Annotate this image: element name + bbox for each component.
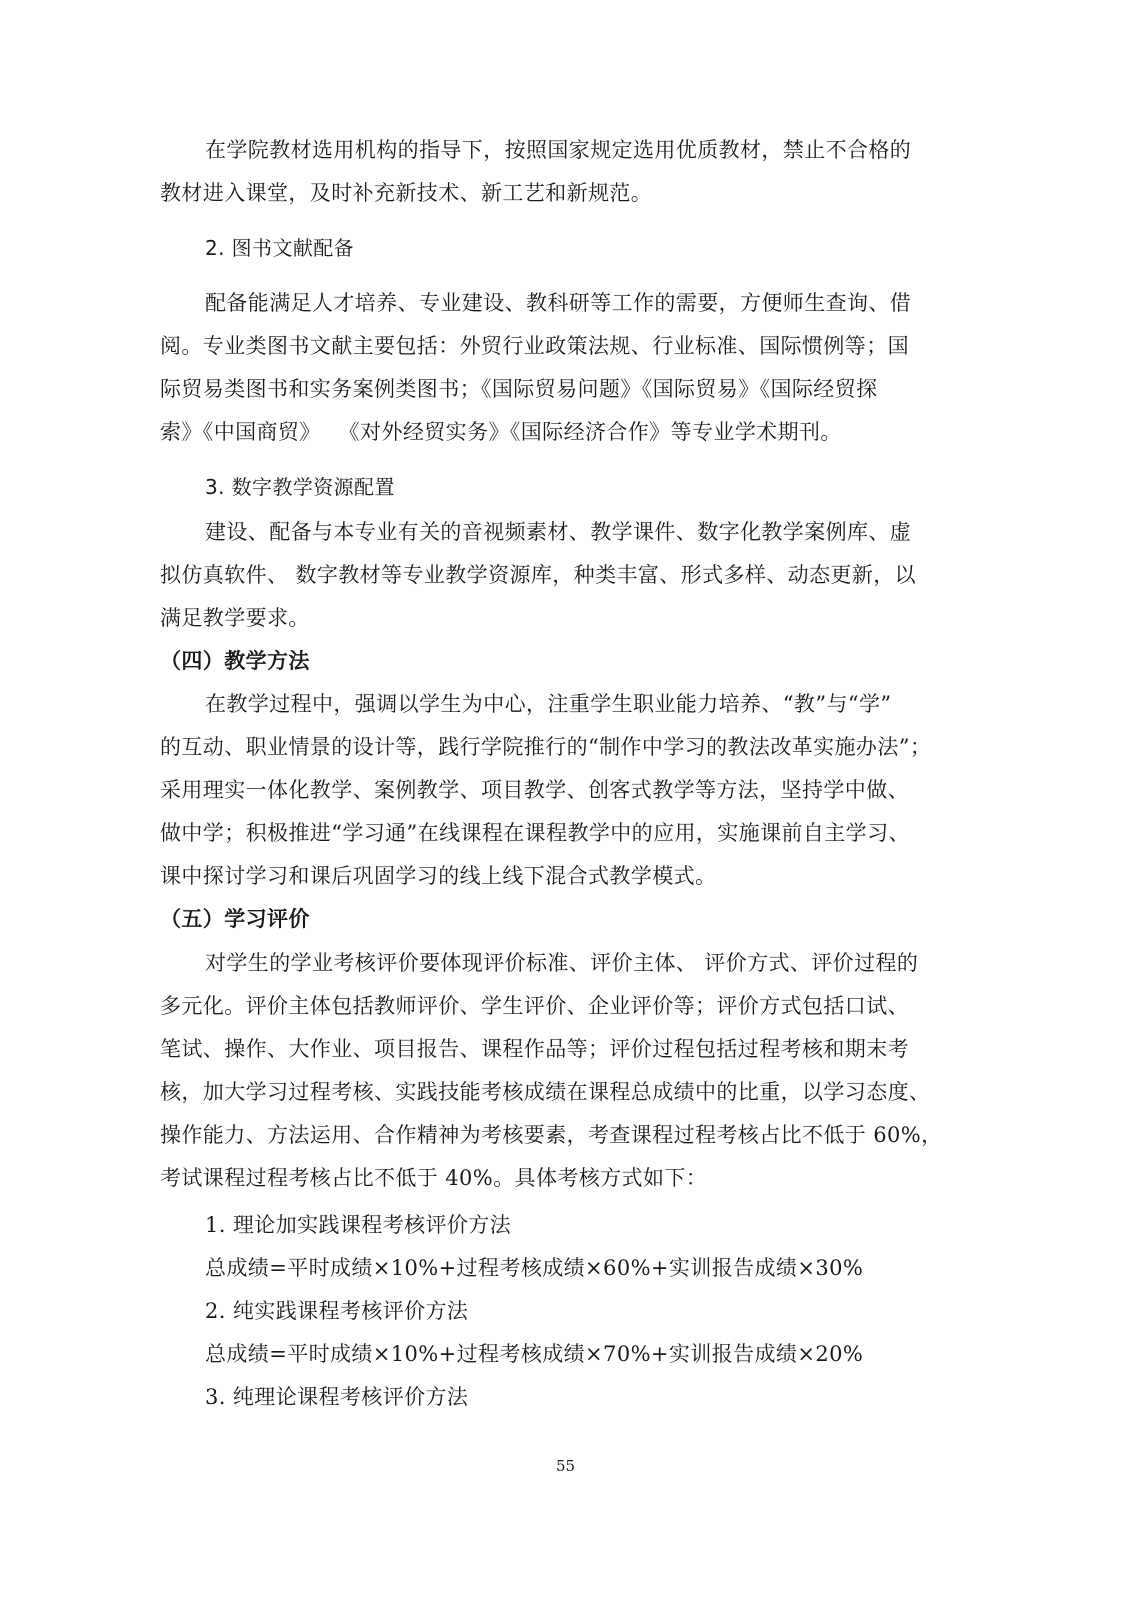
- digital-line-1: 建设、配备与本专业有关的音视频素材、教学课件、数字化教学案例库、虚: [205, 520, 912, 544]
- evaluation-line-5: 操作能力、方法运用、合作精神为考核要素，考查课程过程考核占比不低于 60%，: [160, 1123, 943, 1147]
- library-line-3: 际贸易类图书和实务案例类图书；《国际贸易问题》《国际贸易》《国际经贸探: [160, 377, 878, 401]
- method1-heading: 1. 理论加实践课程考核评价方法: [205, 1213, 512, 1237]
- method2-formula: 总成绩=平时成绩×10%+过程考核成绩×70%+实训报告成绩×20%: [205, 1342, 864, 1366]
- method3-heading: 3. 纯理论课程考核评价方法: [205, 1385, 469, 1409]
- methods-line-4: 做中学；积极推进“学习通”在线课程在课程教学中的应用，实施课前自主学习、: [160, 821, 910, 845]
- evaluation-line-6: 考试课程过程考核占比不低于 40%。具体考核方式如下：: [160, 1166, 708, 1190]
- methods-line-3: 采用理实一体化教学、案例教学、项目教学、创客式教学等方法，坚持学中做、: [160, 778, 909, 802]
- page-number: 55: [555, 1457, 576, 1475]
- evaluation-line-3: 笔试、操作、大作业、项目报告、课程作品等；评价过程包括过程考核和期末考: [160, 1037, 909, 1061]
- method1-formula: 总成绩=平时成绩×10%+过程考核成绩×60%+实训报告成绩×30%: [205, 1256, 864, 1280]
- evaluation-line-4: 核，加大学习过程考核、实践技能考核成绩在课程总成绩中的比重，以学习态度、: [160, 1080, 931, 1104]
- methods-line-5: 课中探讨学习和课后巩固学习的线上线下混合式教学模式。: [160, 864, 717, 888]
- evaluation-line-2: 多元化。评价主体包括教师评价、学生评价、企业评价等；评价方式包括口试、: [160, 994, 909, 1018]
- methods-heading: （四）教学方法: [160, 649, 310, 673]
- textbook-line-2: 教材进入课堂，及时补充新技术、新工艺和新规范。: [160, 181, 653, 205]
- library-heading: 2. 图书文献配备: [205, 236, 355, 260]
- library-line-1: 配备能满足人才培养、专业建设、教科研等工作的需要，方便师生查询、借: [205, 291, 912, 315]
- digital-heading: 3. 数字教学资源配置: [205, 475, 395, 499]
- evaluation-heading: （五）学习评价: [160, 907, 310, 931]
- evaluation-line-1: 对学生的学业考核评价要体现评价标准、评价主体、 评价方式、评价过程的: [205, 951, 919, 975]
- library-line-2: 阅。专业类图书文献主要包括：外贸行业政策法规、行业标准、国际惯例等；国: [160, 334, 909, 358]
- digital-line-3: 满足教学要求。: [160, 606, 310, 630]
- library-line-4: 索》《中国商贸》 《对外经贸实务》《国际经济合作》等专业学术期刊。: [160, 420, 842, 444]
- methods-line-1: 在教学过程中，强调以学生为中心，注重学生职业能力培养、“教”与“学”: [205, 692, 892, 716]
- methods-line-2: 的互动、职业情景的设计等，践行学院推行的“制作中学习的教法改革实施办法”；: [160, 735, 932, 759]
- digital-line-2: 拟仿真软件、 数字教材等专业教学资源库，种类丰富、形式多样、动态更新，以: [160, 563, 917, 587]
- method2-heading: 2. 纯实践课程考核评价方法: [205, 1299, 469, 1323]
- textbook-line-1: 在学院教材选用机构的指导下，按照国家规定选用优质教材，禁止不合格的: [205, 138, 912, 162]
